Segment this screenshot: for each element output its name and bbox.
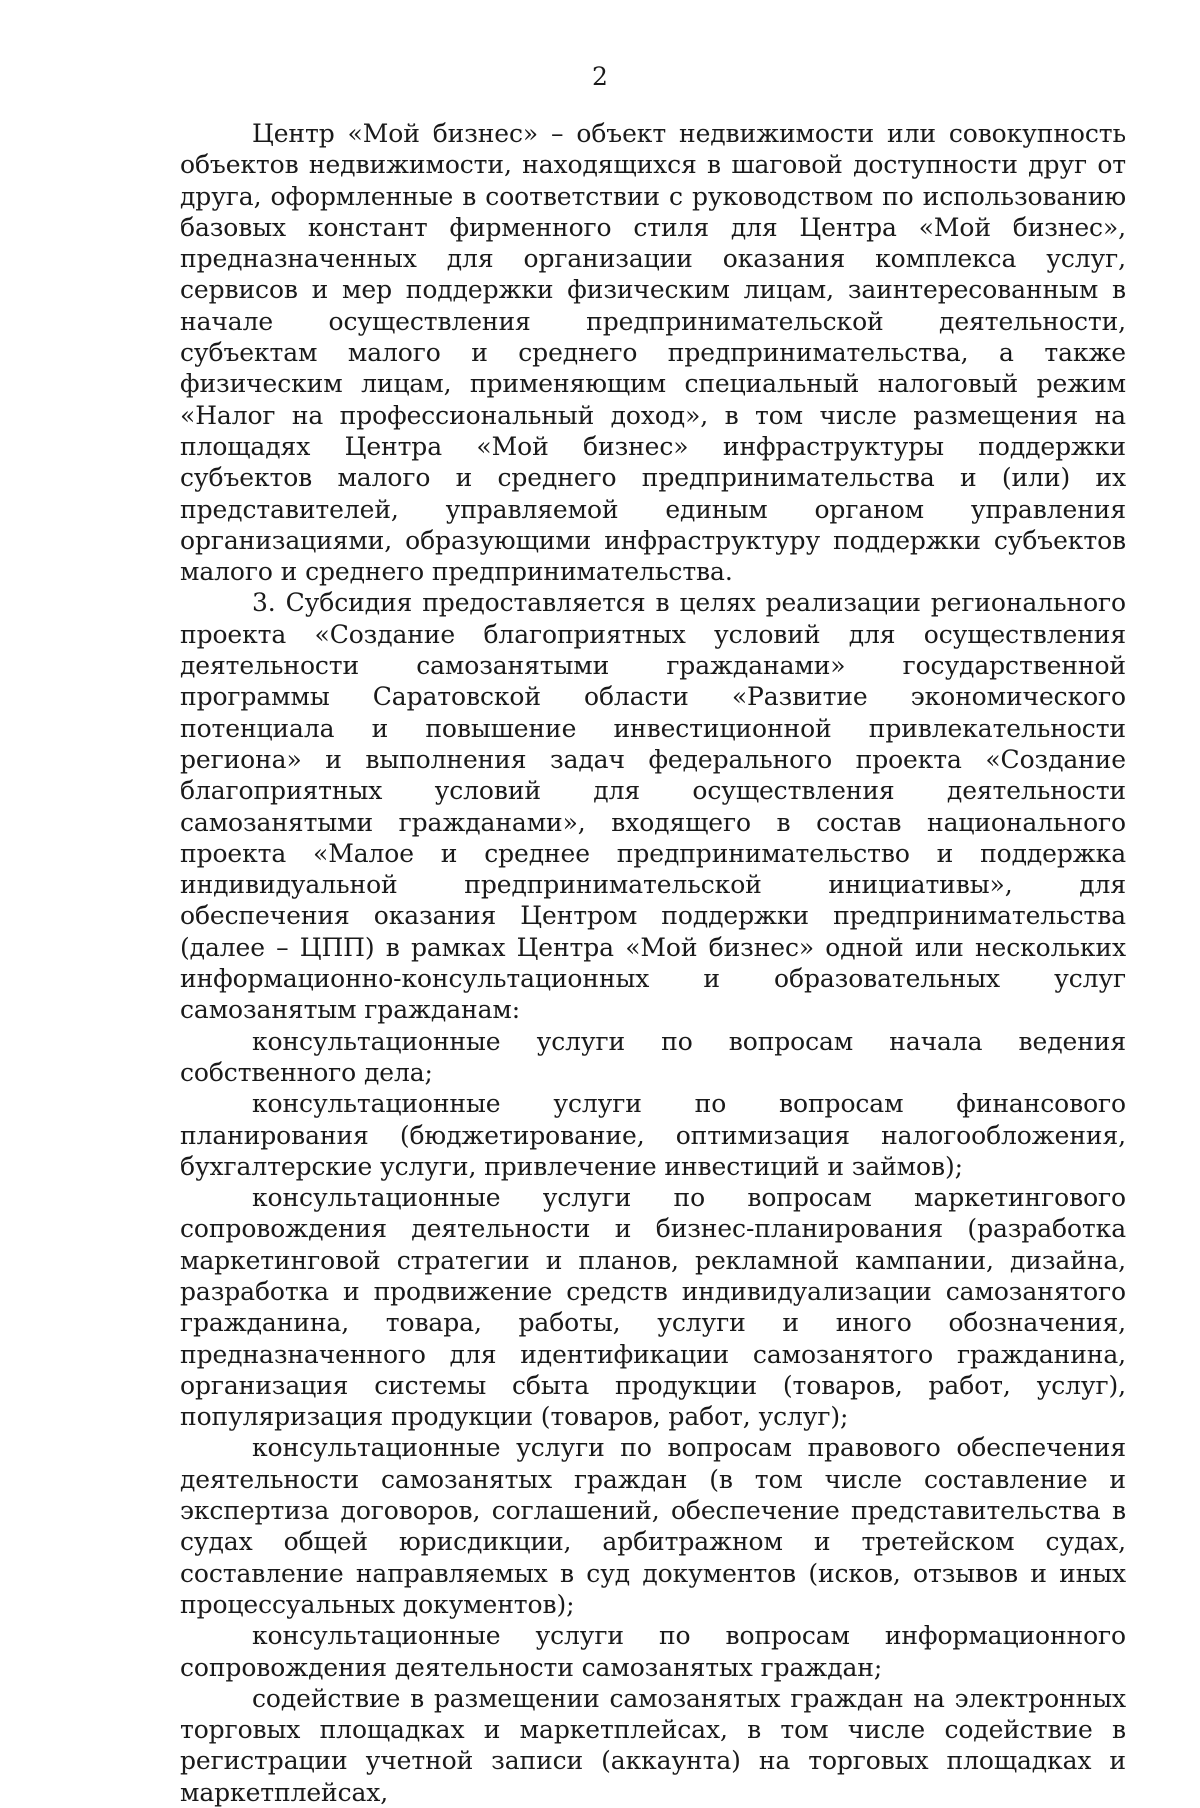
paragraph-service-financial-planning: консультационные услуги по вопросам финансового планирования (бюджетирование, оптимизация налогообложения, бухгалтерские услуги, привлечение инвестиций и займов); bbox=[180, 1089, 1126, 1181]
paragraph-subsidy-purpose: 3. Субсидия предоставляется в целях реализации регионального проекта «Создание благоприятных условий для осуществления деятельности самозанятыми гражданами» государственной программы Саратовской области «Развитие экономического потенциала и повышение инвестиционной привлекательности региона» и выполнения задач федерального проекта «Создание благоприятных условий для осуществления деятельности самозанятыми гражданами», входящего в состав национального проекта «Малое и среднее предпринимательство и поддержка индивидуальной предпринимательской инициативы», для обеспечения оказания Центром поддержки предпринимательства (далее – ЦПП) в рамках Центра «Мой бизнес» одной или нескольких информационно-консультационных и образовательных услуг самозанятым гражданам: bbox=[180, 588, 1126, 1025]
paragraph-service-business-start: консультационные услуги по вопросам начала ведения собственного дела; bbox=[180, 1026, 1126, 1087]
paragraph-service-marketplaces: содействие в размещении самозанятых граждан на электронных торговых площадках и маркетплейсах, в том числе содействие в регистрации учетной записи (аккаунта) на торговых площадках и маркетплейсах, bbox=[180, 1683, 1126, 1807]
paragraph-service-marketing: консультационные услуги по вопросам маркетингового сопровождения деятельности и бизнес-планирования (разработка маркетинговой стратегии и планов, рекламной кампании, дизайна, разработка и продвижение средств индивидуализации самозанятого гражданина, товара, работы, услуги и иного обозначения, предназначенного для идентификации самозанятого гражданина, организация системы сбыта продукции (товаров, работ, услуг), популяризация продукции (товаров, работ, услуг); bbox=[180, 1183, 1126, 1432]
paragraph-service-legal: консультационные услуги по вопросам правового обеспечения деятельности самозанятых граждан (в том числе составление и экспертиза договоров, соглашений, обеспечение представительства в судах общей юрисдикции, арбитражном и третейском судах, составление направляемых в суд документов (исков, отзывов и иных процессуальных документов); bbox=[180, 1433, 1126, 1619]
document-body bbox=[180, 118, 1126, 1808]
paragraph-service-information: консультационные услуги по вопросам информационного сопровождения деятельности самозанятых граждан; bbox=[180, 1621, 1126, 1682]
page-number: 2 bbox=[592, 62, 608, 91]
paragraph-center-definition: Центр «Мой бизнес» – объект недвижимости или совокупность объектов недвижимости, находящихся в шаговой доступности друг от друга, оформленные в соответствии с руководством по использованию базовых констант фирменного стиля для Центра «Мой бизнес», предназначенных для организации оказания комплекса услуг, сервисов и мер поддержки физическим лицам, заинтересованным в начале осуществления предпринимательской деятельности, субъектам малого и среднего предпринимательства, а также физическим лицам, применяющим специальный налоговый режим «Налог на профессиональный доход», в том числе размещения на площадях Центра «Мой бизнес» инфраструктуры поддержки субъектов малого и среднего предпринимательства и (или) их представителей, управляемой единым органом управления организациями, образующими инфраструктуру поддержки субъектов малого и среднего предпринимательства. bbox=[180, 119, 1126, 587]
